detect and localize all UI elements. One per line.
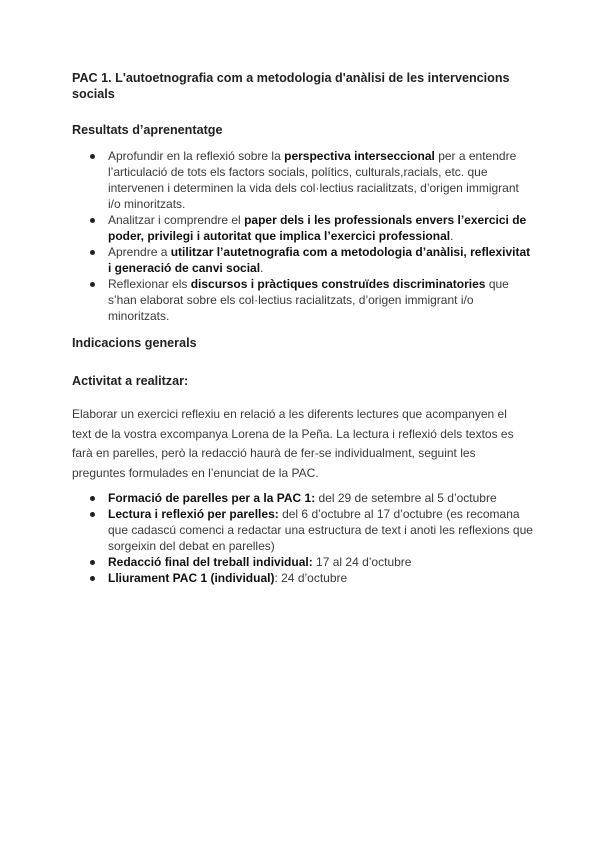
outcome-text: Analitzar i comprendre el: [108, 213, 245, 227]
schedule-text: 17 al 24 d’octubre: [312, 555, 412, 569]
outcome-text: .: [260, 261, 264, 275]
outcome-emphasis: utilitzar l’autetnografia com a metodologia d’anàlisi, reflexivitat i generació de canvi social: [108, 245, 531, 275]
schedule-item: [72, 490, 534, 506]
schedule-label: Redacció final del treball individual:: [108, 555, 313, 569]
schedule-text: del 29 de setembre al 5 d’octubre: [315, 491, 497, 505]
learning-outcome-item: [72, 244, 534, 276]
outcome-text: Aprofundir en la reflexió sobre la: [108, 149, 285, 163]
general-instructions-heading: Indicacions generals: [72, 336, 197, 350]
outcome-emphasis: discursos i pràctiques construïdes discriminatories: [190, 277, 486, 291]
schedule-label: Formació de parelles per a la PAC 1:: [108, 491, 316, 505]
outcome-emphasis: perspectiva interseccional: [284, 149, 435, 163]
activity-heading: Activitat a realitzar:: [72, 374, 189, 388]
schedule-item: [72, 554, 534, 570]
learning-outcome-item: [72, 276, 534, 324]
outcome-text: per a entendre l’articulació de tots els factors socials, polítics, culturals,racials, etc. que intervenen i determinen la vida dels col·lectius racialitzats, d’origen immigrant i/o minoritzats.: [108, 149, 519, 211]
outcome-text: Aprendre a: [108, 245, 171, 259]
outcome-text: .: [450, 229, 454, 243]
outcome-emphasis: paper dels i les professionals envers l’exercici de poder, privilegi i autoritat que implica l’exercici professional: [108, 213, 527, 243]
schedule-text: del 6 d’octubre al 17 d’octubre (es recomana que cadascú comenci a redactar una estructura de text i anoti les reflexions que sorgeixin del debat en parelles): [108, 507, 533, 553]
schedule-item: [72, 570, 534, 586]
learning-outcomes-list: [72, 148, 534, 324]
learning-outcome-item: [72, 148, 534, 212]
outcome-text: Reflexionar els: [108, 277, 191, 291]
schedule-list: [72, 490, 534, 586]
schedule-item: [72, 506, 534, 554]
learning-outcome-item: [72, 212, 534, 244]
document-title: PAC 1. L'autoetnografia com a metodologia d'anàlisi de les intervencions socials: [72, 71, 510, 101]
schedule-text: : 24 d’octubre: [274, 571, 348, 585]
learning-outcomes-heading: Resultats d’aprenentatge: [72, 123, 223, 137]
schedule-label: Lliurament PAC 1 (individual): [108, 571, 275, 585]
activity-description: Elaborar un exercici reflexiu en relació a les diferents lectures que acompanyen el text de la vostra excompanya Lorena de la Peña. La lectura i reflexió dels textos es farà en parelles, però la redacció haurà de fer-se individualment, seguint les preguntes formulades en l’enunciat de la PAC.: [72, 407, 514, 480]
outcome-text: que s’han elaborat sobre els col·lectius racialitzats, d’origen immigrant i/o minoritzats.: [108, 277, 509, 323]
schedule-label: Lectura i reflexió per parelles:: [108, 507, 279, 521]
